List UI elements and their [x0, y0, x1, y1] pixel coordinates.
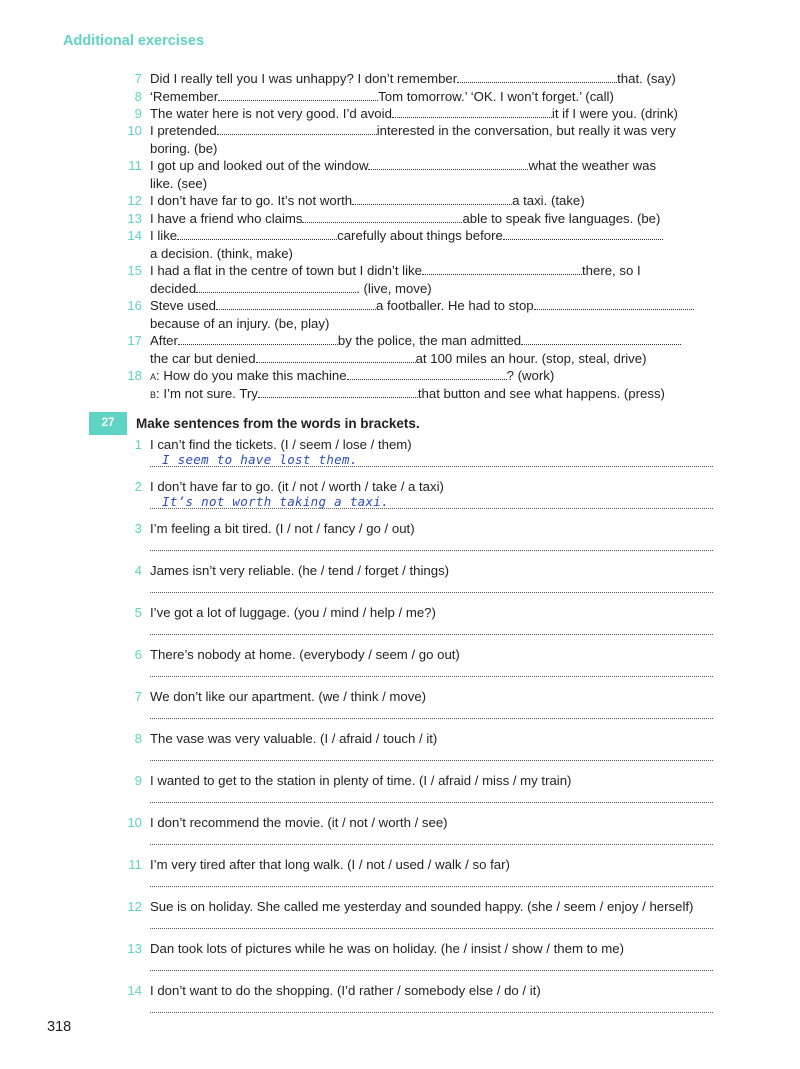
exercise-prompt: I’ve got a lot of luggage. (you / mind / help / me?) [150, 605, 436, 620]
exercise-line: a decision. (think, make) [150, 246, 293, 261]
exercise-line: The water here is not very good. I’d avoid it if I were you. (drink) [150, 106, 678, 121]
exercise-prompt: Dan took lots of pictures while he was on holiday. (he / insist / show / them to me) [150, 941, 624, 956]
item-number: 12 [127, 899, 142, 914]
answer-line[interactable] [150, 1012, 713, 1013]
exercise-line: I pretended interested in the conversation, but really it was very [150, 123, 676, 138]
item-number: 2 [134, 479, 142, 494]
answer-line[interactable] [150, 508, 713, 509]
item-number: 8 [134, 731, 142, 746]
item-number: 11 [128, 857, 142, 872]
exercise-prompt: I’m very tired after that long walk. (I / not / used / walk / so far) [150, 857, 510, 872]
exercise-prompt: I wanted to get to the station in plenty of time. (I / afraid / miss / my train) [150, 773, 572, 788]
exercise-line: I like carefully about things before [150, 227, 663, 245]
exercise-prompt: There’s nobody at home. (everybody / seem / go out) [150, 647, 460, 662]
answer-line[interactable] [150, 634, 713, 635]
exercise-line: a: How do you make this machine ? (work) [150, 368, 555, 383]
handwritten-answer: It’s not worth taking a taxi. [162, 494, 389, 509]
item-number: 1 [134, 437, 142, 452]
exercise-line: I had a flat in the centre of town but I didn’t like there, so I [150, 263, 641, 278]
item-number: 9 [134, 773, 142, 788]
exercise-line: boring. (be) [150, 141, 218, 156]
item-number: 14 [127, 983, 142, 998]
exercise-prompt: James isn’t very reliable. (he / tend / forget / things) [150, 563, 450, 578]
item-number: 13 [127, 211, 142, 226]
answer-line[interactable] [150, 886, 713, 887]
exercise-prompt: We don’t like our apartment. (we / think / move) [150, 689, 427, 704]
item-number: 9 [134, 106, 142, 121]
item-number: 14 [127, 228, 142, 243]
item-number: 3 [134, 521, 142, 536]
item-number: 6 [134, 647, 142, 662]
answer-line[interactable] [150, 676, 713, 677]
item-number: 10 [127, 815, 142, 830]
item-number: 13 [127, 941, 142, 956]
exercise-prompt: Sue is on holiday. She called me yesterday and sounded happy. (she / seem / enjoy / herself) [150, 899, 694, 914]
exercise-instruction: Make sentences from the words in brackets. [136, 416, 420, 431]
exercise-prompt: I don’t recommend the movie. (it / not / worth / see) [150, 815, 448, 830]
page-number: 318 [47, 1019, 72, 1035]
exercise-line: After by the police, the man admitted [150, 332, 681, 350]
answer-line[interactable] [150, 718, 713, 719]
exercise-line: like. (see) [150, 176, 208, 191]
answer-line[interactable] [150, 760, 713, 761]
exercise-line: I don’t have far to go. It’s not worth a taxi. (take) [150, 193, 585, 208]
item-number: 12 [127, 193, 142, 208]
item-number: 7 [134, 689, 142, 704]
answer-line[interactable] [150, 970, 713, 971]
answer-line[interactable] [150, 844, 713, 845]
exercise-line: Did I really tell you I was unhappy? I don’t remember that. (say) [150, 71, 676, 86]
answer-line[interactable] [150, 550, 713, 551]
exercise-line: decided . (live, move) [150, 281, 432, 296]
answer-line[interactable] [150, 928, 713, 929]
exercise-line: I have a friend who claims able to speak five languages. (be) [150, 211, 661, 226]
item-number: 17 [127, 333, 142, 348]
item-number: 11 [128, 158, 142, 173]
item-number: 7 [134, 71, 142, 86]
exercise-prompt: I don’t want to do the shopping. (I’d rather / somebody else / do / it) [150, 983, 541, 998]
exercise-prompt: I’m feeling a bit tired. (I / not / fancy / go / out) [150, 521, 415, 536]
answer-line[interactable] [150, 592, 713, 593]
exercise-prompt: The vase was very valuable. (I / afraid / touch / it) [150, 731, 438, 746]
exercise-prompt: I can’t find the tickets. (I / seem / lose / them) [150, 437, 412, 452]
section-header: Additional exercises [63, 33, 205, 49]
exercise-line: Steve used a footballer. He had to stop [150, 297, 694, 315]
exercise-line: because of an injury. (be, play) [150, 316, 330, 331]
item-number: 5 [134, 605, 142, 620]
item-number: 18 [127, 368, 142, 383]
exercise-number-tag: 27 [89, 412, 127, 435]
exercise-line: the car but denied at 100 miles an hour. (stop, steal, drive) [150, 351, 647, 366]
handwritten-answer: I seem to have lost them. [162, 452, 358, 467]
exercise-line: I got up and looked out of the window what the weather was [150, 158, 657, 173]
item-number: 15 [127, 263, 142, 278]
answer-line[interactable] [150, 466, 713, 467]
item-number: 10 [127, 123, 142, 138]
exercise-prompt: I don’t have far to go. (it / not / worth / take / a taxi) [150, 479, 444, 494]
item-number: 16 [127, 298, 142, 313]
exercise-line: ‘Remember Tom tomorrow.’ ‘OK. I won’t forget.’ (call) [150, 89, 614, 104]
item-number: 4 [134, 563, 142, 578]
exercise-line: b: I’m not sure. Try that button and see what happens. (press) [150, 386, 665, 401]
item-number: 8 [134, 89, 142, 104]
answer-line[interactable] [150, 802, 713, 803]
